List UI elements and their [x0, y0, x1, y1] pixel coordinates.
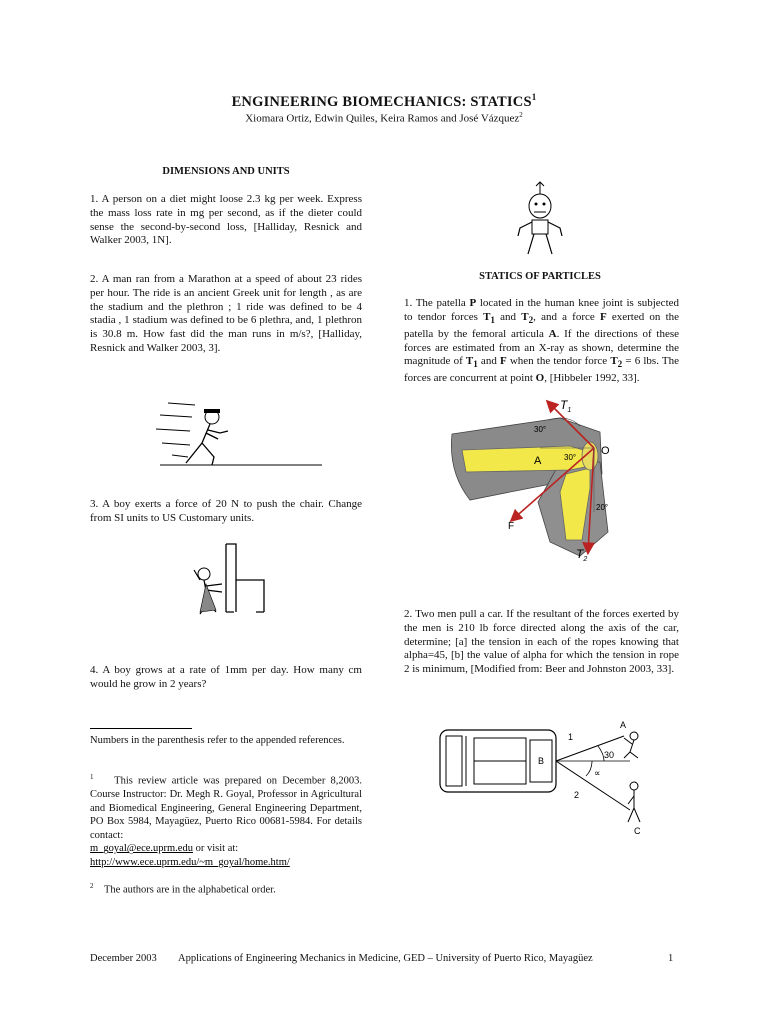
problem-1-diet: 1. A person on a diet might loose 2.3 kg per week. Express the mass loss rate in mg per second, as if the dieter could sense the second-by-second loss, [Halliday, Resnick and Walker 2003, 1N].: [90, 193, 362, 247]
label-angle-bottom: 20°: [596, 503, 609, 512]
problem-4-growth: 4. A boy grows at a rate of 1mm per day. How many cm would he grow in 2 years?: [90, 664, 362, 690]
label-A: A: [534, 455, 542, 467]
footnote-note: Numbers in the parenthesis refer to the appended references.: [90, 735, 345, 746]
homepage-link[interactable]: http://www.ece.uprm.edu/~m_goyal/home.htm/: [90, 857, 290, 869]
footnote-2-mark: 2: [90, 882, 94, 890]
label-F: F: [508, 521, 515, 532]
problem-3-force: 3. A boy exerts a force of 20 N to push the chair. Change from SI units to US Customary units.: [90, 498, 362, 524]
footnote-1-text: This review article was prepared on December 8,2003. Course Instructor: Dr. Megh R. Goyal, Professor in Agricultural and Biomedical Engineering, General Engineering Department, PO Box 5984, Mayagüez, Puerto Rico 00681-5984. For details contact:: [90, 775, 363, 841]
label-man-C: C: [634, 826, 641, 836]
label-O: O: [601, 445, 610, 457]
label-rope-1: 1: [568, 732, 574, 742]
section-title-dimensions: DIMENSIONS AND UNITS: [162, 166, 290, 177]
problem-two-men-car: 2. Two men pull a car. If the resultant of the forces exerted by the men is 210 lb force directed along the axis of the car, determine; [a] the tension in each of the ropes knowing that alpha=45, [b] the value of alpha for which the tension in rope 2 is minimum, [Modified from: Beer and Johnston 2003, 33].: [404, 608, 679, 676]
footnote-2-text: The authors are in the alphabetical order.: [104, 884, 276, 896]
problem-patella: 1. The patella P located in the human knee joint is subjected to tendor forces $T_1$ and $T_2$, and a force F exerted on the patella by the femoral articula A. If the directions of these forces are estimated from an X-ray as shown, determine the magnitude of $T_1$ and F when the tendor force $T_2 = 6$ lbs. The forces are concurrent at point O, [Hibbeler 1992, 33].: [404, 297, 680, 385]
footnote-1-mark: 1: [90, 773, 94, 781]
car-pull-figure: [438, 718, 650, 836]
email-link[interactable]: m_goyal@ece.uprm.edu: [90, 843, 193, 855]
footer-page-number: 1: [668, 953, 674, 964]
section-title-statics: STATICS OF PARTICLES: [479, 271, 601, 282]
footer-date: December 2003: [90, 953, 157, 964]
problem-2-marathon: 2. A man ran from a Marathon at a speed of about 23 rides per hour. The ride is an ancient Greek unit for length , as are the stadium and the plethron ; 1 ride was defined to be 4 stadia , 1 stadium was defined to be 6 plethra, and, 1 plethron is 30.8 m. How fast did the man runs in m/s?, [Halliday, Resnick and Walker 2003, 3].: [90, 273, 362, 354]
footnote-1: [90, 771, 362, 870]
label-angle-30: 30: [604, 750, 615, 760]
label-man-A: A: [620, 720, 627, 730]
knee-joint-figure: [440, 392, 640, 564]
label-alpha: ∝: [594, 768, 601, 778]
footnote-2: [90, 880, 362, 897]
or-visit-text: or visit at:: [192, 843, 239, 855]
label-angle-top: 30°: [534, 425, 547, 434]
boy-pushing-chair-figure: [186, 540, 270, 616]
paper-title: ENGINEERING BIOMECHANICS: STATICS$^1$: [231, 92, 537, 110]
label-B: B: [538, 756, 545, 766]
label-rope-2: 2: [574, 790, 580, 800]
label-T2: $T_2$: [576, 547, 588, 563]
running-man-figure: [150, 395, 330, 475]
author-list: Xiomara Ortiz, Edwin Quiles, Keira Ramos and José Vázquez$^2$: [245, 111, 523, 125]
boy-figure: [512, 180, 572, 260]
label-T1: $T_1$: [560, 398, 572, 414]
footer-source: Applications of Engineering Mechanics in Medicine, GED – University of Puerto Rico, Mayagüez: [178, 953, 593, 964]
footnote-rule: [90, 728, 192, 729]
label-angle-mid: 30°: [564, 453, 577, 462]
